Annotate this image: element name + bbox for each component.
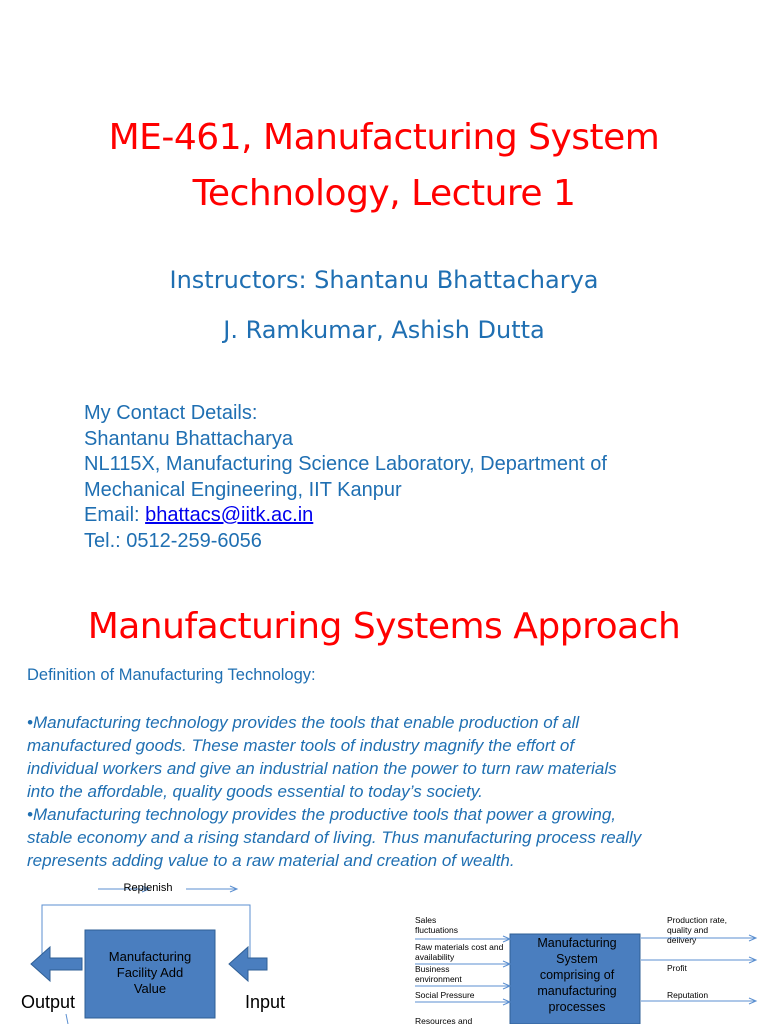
output-reputation: Reputation — [667, 990, 709, 1000]
contact-telephone: Tel.: 0512-259-6056 — [84, 529, 262, 552]
input-business-line2: environment — [415, 974, 462, 984]
contact-heading: My Contact Details: — [84, 402, 258, 424]
input-sales-line1: Sales — [415, 915, 437, 925]
system-box-line4: manufacturing — [537, 984, 617, 998]
input-raw-materials-line2: availability — [415, 952, 455, 962]
manufacturing-diagrams — [0, 870, 768, 1024]
lecture-title-line2: Technology, Lecture 1 — [192, 173, 576, 214]
input-arrow-icon — [229, 947, 267, 981]
contact-address-line2: Mechanical Engineering, IIT Kanpur — [84, 478, 402, 501]
system-box-line1: Manufacturing — [537, 936, 617, 950]
system-box-line5: processes — [548, 1000, 606, 1014]
bullet2-line3: represents adding value to a raw material and creation of wealth. — [27, 851, 515, 870]
instructors-line1: Instructors: Shantanu Bhattacharya — [169, 266, 599, 294]
output-label: Output — [21, 992, 76, 1012]
contact-email-row — [84, 503, 607, 529]
lower-connector — [66, 1014, 68, 1024]
output-production-line3: delivery — [667, 935, 697, 945]
input-social-pressure: Social Pressure — [415, 990, 475, 1000]
output-production-line2: quality and — [667, 925, 709, 935]
system-box-line2: System — [556, 952, 598, 966]
contact-name: Shantanu Bhattacharya — [84, 427, 294, 450]
contact-address-line1: NL115X, Manufacturing Science Laboratory, Department of — [84, 453, 607, 475]
input-sales-line2: fluctuations — [415, 925, 458, 935]
definition-bullets — [27, 711, 743, 872]
bullet1-line2: manufactured goods. These master tools of industry magnify the effort of — [27, 736, 575, 755]
bullet2-line1: •Manufacturing technology provides the productive tools that power a growing, — [27, 805, 617, 824]
facility-box-line2: Facility Add — [116, 965, 184, 980]
input-label: Input — [245, 992, 286, 1012]
contact-details — [84, 401, 607, 554]
instructors-line2: J. Ramkumar, Ashish Dutta — [223, 316, 545, 344]
definition-heading: Definition of Manufacturing Technology: — [27, 666, 316, 684]
input-raw-materials-line1: Raw materials cost and — [415, 942, 504, 952]
facility-box-line1: Manufacturing — [108, 949, 192, 964]
bullet1-line3: individual workers and give an industrial nation the power to turn raw materials — [27, 759, 617, 778]
facility-diagram — [21, 882, 285, 1024]
input-business-line1: Business — [415, 964, 450, 974]
system-box-line3: comprising of — [539, 968, 615, 982]
email-label: Email: — [84, 504, 146, 526]
replenish-label: Replenish — [123, 882, 173, 894]
facility-box-line3: Value — [133, 981, 167, 996]
output-profit: Profit — [667, 963, 687, 973]
email-link[interactable]: bhattacs@iitk.ac.in — [145, 504, 314, 526]
output-production-line1: Production rate, — [667, 915, 728, 925]
output-arrow-icon — [31, 947, 82, 981]
bullet1-line4: into the affordable, quality goods essential to today’s society. — [27, 782, 483, 801]
lecture-title-line1: ME-461, Manufacturing System — [108, 117, 660, 158]
system-diagram — [415, 915, 756, 1024]
bullet1-line1: •Manufacturing technology provides the tools that enable production of all — [27, 713, 580, 732]
bullet2-line2: stable economy and a rising standard of living. Thus manufacturing process really — [27, 828, 642, 847]
input-resources: Resources and — [415, 1016, 473, 1024]
section-title: Manufacturing Systems Approach — [87, 606, 681, 647]
